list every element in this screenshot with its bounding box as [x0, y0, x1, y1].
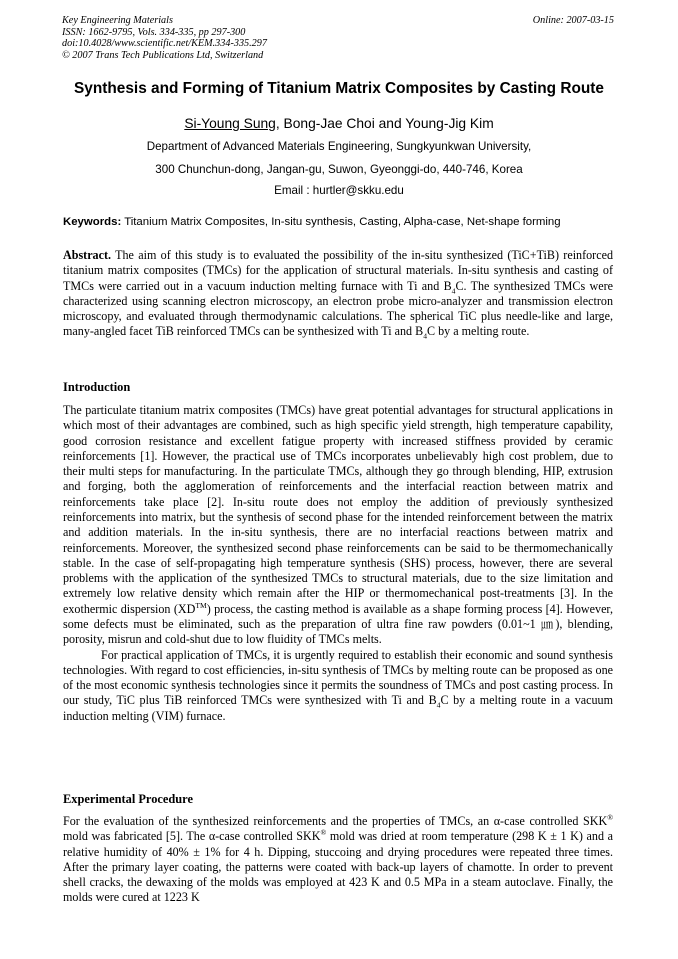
- introduction-body: [63, 403, 613, 724]
- keywords-text: Titanium Matrix Composites, In-situ synthesis, Casting, Alpha-case, Net-shape forming: [121, 216, 561, 228]
- introduction-paragraph-1: The particulate titanium matrix composites (TMCs) have great potential advantages for structural applications in which most of their advantages are combined, such as high specific yield strength, high temperature capability, good corrosion resistance and excellent fatigue property with increased stiffness provided by ceramic reinforcements [1]. However, the practical use of TMCs incorporates unbelievably high cost problem, due to their multi steps for manufacturing. In the particulate TMCs, although they go through blending, HIP, extrusion and forging, both the agglomeration of reinforcements and the interfacial reaction between matrix and reinforcements take place [2]. In-situ route does not employ the addition of previously synthesized reinforcements into matrix, but the synthesis of second phase for the intended reinforcement between the matrix and addition materials. In the in-situ synthesis, there are no interfacial reactions between matrix and reinforcements. Moreover, the synthesized second phase reinforcements can be said to be thermomechanically stable. In the case of self-propagating high temperature synthesis (SHS) process, however, there are several problems with the application of the synthesized TMCs to structural materials, due to the size limitation and extremely low relative density which remain after the HIP or thermomechanical post-treatments [3]. In the exothermic dispersion (XD™) process, the casting method is available as a shape forming process [4]. However, some defects must be eliminated, such as the preparation of ultra fine raw powders (0.01~1 ㎛), blending, porosity, misrun and cold-shut due to low fluidity of TMCs melts.: [63, 403, 614, 647]
- abstract-text: Abstract. The aim of this study is to evaluated the possibility of the in-situ synthesized (TiC+TiB) reinforced titanium matrix composites (TMCs) for the application of structural materials. In-situ synthesis and casting of TMCs were carried out in a vacuum induction melting furnace with Ti and $B_4C$. The synthesized TMCs were characterized using scanning electron microscopy, an electron probe micro-analyzer and transmission electron microscopy, and evaluated through thermodynamic calculations. The spherical TiC plus needle-like and large, many-angled facet TiB reinforced TMCs can be synthesized with Ti and $B_4C$ by a melting route.: [63, 248, 613, 341]
- online-date: Online: 2007-03-15: [532, 15, 614, 26]
- journal-header: [62, 15, 267, 61]
- affiliation-line-2: 300 Chunchun-dong, Jangan-gu, Suwon, Gyeonggi-do, 440-746, Korea: [155, 163, 523, 176]
- affiliation-line-1: Department of Advanced Materials Engineering, Sungkyunkwan University,: [146, 140, 532, 153]
- author-list: [40, 116, 638, 131]
- corresponding-author: Si-Young Sung: [184, 116, 276, 131]
- issn-line: ISSN: 1662-9795, Vols. 334-335, pp 297-300: [62, 26, 246, 38]
- author-email: Email : hurtler@skku.edu: [274, 184, 404, 197]
- paper-title: Synthesis and Forming of Titanium Matrix Composites by Casting Route: [74, 80, 604, 97]
- experimental-paragraph-1: For the evaluation of the synthesized reinforcements and the properties of TMCs, an α-case controlled SKK® mold was fabricated [5]. The α-case controlled SKK® mold was dried at room temperature (298 K ± 1 K) and a relative humidity of 40% ± 1% for 4 h. Dipping, stuccoing and drying procedures were repeated three times. After the primary layer coating, the patterns were coated with back-up layers of chamotte. In order to prevent shell cracks, the dewaxing of the molds was employed at 423 K and 0.5 MPa in a steam autoclave. Finally, the molds were cured at 1223 K: [63, 812, 613, 905]
- co-authors: , Bong-Jae Choi and Young-Jig Kim: [275, 116, 494, 131]
- introduction-paragraph-2: For practical application of TMCs, it is urgently required to establish their economic and sound synthesis technologies. With regard to cost efficiencies, in-situ synthesis of TMCs by melting route can be proposed as one of the most economic synthesis technologies since it permits the soundness of TMCs and post casting process. In our study, TiC plus TiB reinforced TMCs were synthesized with Ti and $B_4C$ by a melting route in a vacuum induction melting (VIM) furnace.: [63, 647, 613, 723]
- keywords: [63, 216, 623, 228]
- experimental-heading: Experimental Procedure: [63, 792, 193, 806]
- abstract: [63, 248, 613, 340]
- journal-name: Key Engineering Materials: [62, 15, 173, 26]
- doi-line: doi:10.4028/www.scientific.net/KEM.334-335.297: [62, 38, 267, 50]
- keywords-label: Keywords:: [63, 216, 122, 228]
- introduction-heading: Introduction: [63, 380, 131, 394]
- abstract-label: Abstract.: [63, 248, 112, 262]
- experimental-body: [63, 814, 613, 906]
- copyright-line: © 2007 Trans Tech Publications Ltd, Switzerland: [62, 49, 264, 61]
